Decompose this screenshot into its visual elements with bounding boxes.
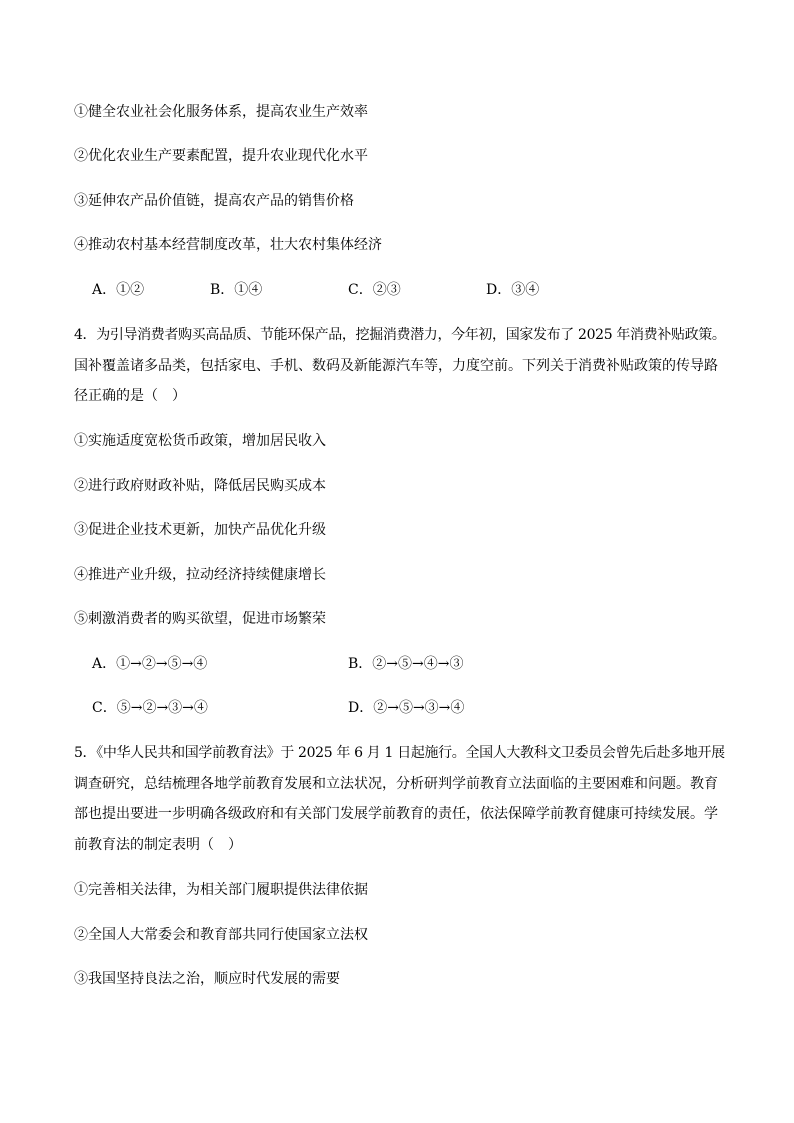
q4-statement-4: ④推进产业升级，拉动经济持续健康增长 (74, 567, 326, 583)
q3-option-a: A．①② (92, 282, 145, 298)
q5-statement-1: ①完善相关法律，为相关部门履职提供法律依据 (74, 882, 368, 898)
q3-statement-3: ③延伸农产品价值链，提高农产品的销售价格 (74, 193, 354, 209)
q4-stem-line-2: 国补覆盖诸多品类，包括家电、手机、数码及新能源汽车等，力度空前。下列关于消费补贴政策的传导路 (74, 358, 718, 374)
q4-stem-line-1: 4．为引导消费者购买高品质、节能环保产品，挖掘消费潜力，今年初，国家发布了 2025 年消费补贴政策。 (74, 327, 726, 343)
q4-option-d: D．②→⑤→③→④ (348, 700, 465, 716)
q4-option-c: C．⑤→②→③→④ (92, 700, 208, 716)
q3-option-b: B．①④ (210, 282, 263, 298)
q5-stem-line-2: 调查研究，总结梳理各地学前教育发展和立法状况，分析研判学前教育立法面临的主要困难和问题。教育 (74, 776, 718, 792)
q4-statement-3: ③促进企业技术更新，加快产品优化升级 (74, 522, 326, 538)
q3-statement-2: ②优化农业生产要素配置，提升农业现代化水平 (74, 148, 368, 164)
q5-statement-2: ②全国人大常委会和教育部共同行使国家立法权 (74, 927, 368, 943)
q5-stem-line-4: 前教育法的制定表明（ ） (74, 837, 242, 853)
q4-statement-5: ⑤刺激消费者的购买欲望，促进市场繁荣 (74, 611, 326, 627)
q4-statement-2: ②进行政府财政补贴，降低居民购买成本 (74, 478, 326, 494)
q4-option-a: A．①→②→⑤→④ (92, 656, 208, 672)
q3-statement-4: ④推动农村基本经营制度改革，壮大农村集体经济 (74, 237, 382, 253)
q4-option-b: B．②→⑤→④→③ (348, 656, 464, 672)
q3-statement-1: ①健全农业社会化服务体系，提高农业生产效率 (74, 104, 368, 120)
q5-statement-3: ③我国坚持良法之治，顺应时代发展的需要 (74, 971, 340, 987)
q4-stem-line-3: 径正确的是（ ） (74, 388, 186, 404)
q5-stem-line-1: 5．《中华人民共和国学前教育法》于 2025 年 6 月 1 日起施行。全国人大教科文卫委员会曾先后赴多地开展 (74, 745, 725, 761)
q3-option-c: C．②③ (348, 282, 401, 298)
q5-stem-line-3: 部也提出要进一步明确各级政府和有关部门发展学前教育的责任，依法保障学前教育健康可持续发展。学 (74, 806, 718, 822)
q4-statement-1: ①实施适度宽松货币政策，增加居民收入 (74, 433, 326, 449)
q3-option-d: D．③④ (486, 282, 540, 298)
